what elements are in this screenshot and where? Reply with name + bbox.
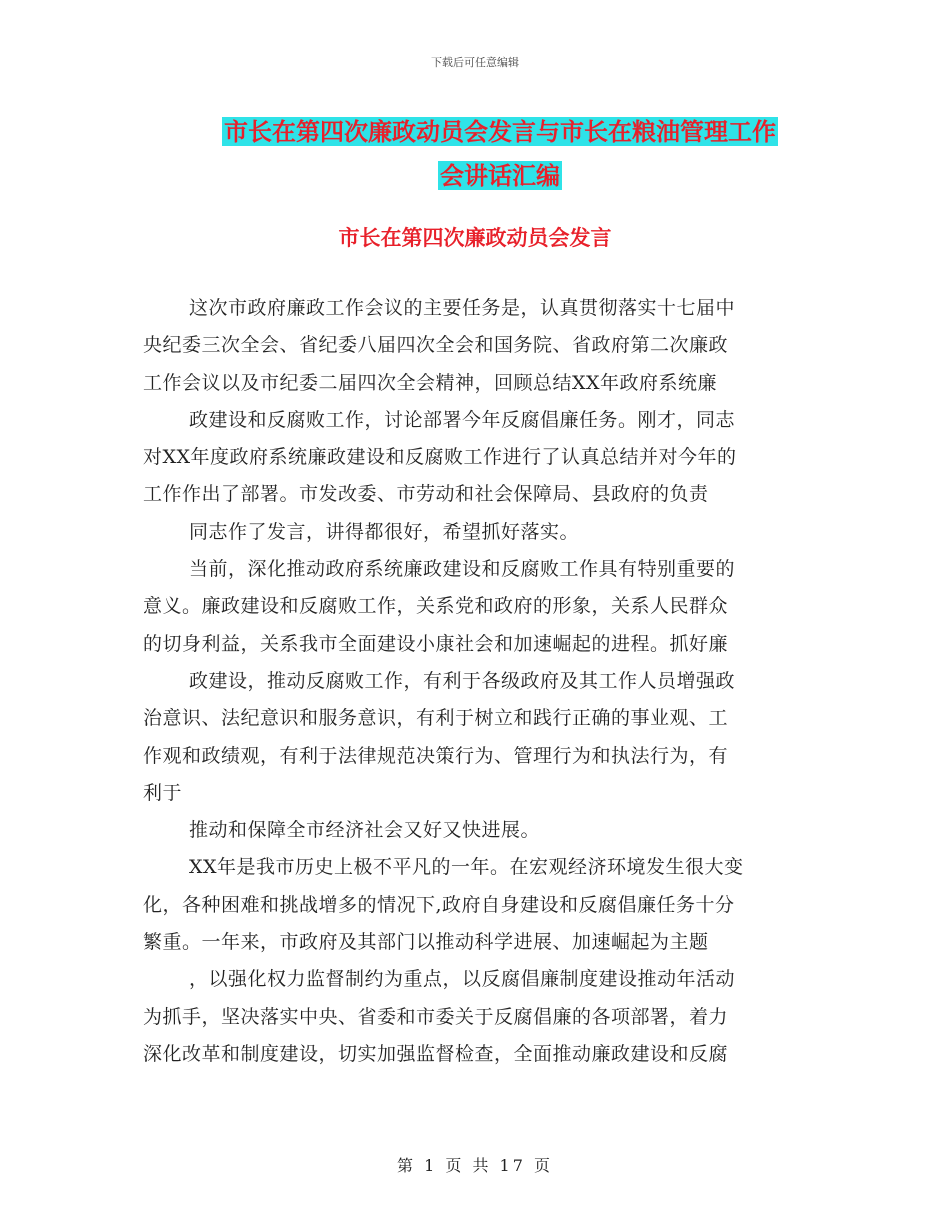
document-title-line-1: 市长在第四次廉政动员会发言与市长在粮油管理工作 (224, 117, 776, 146)
text-line: 政建设，推动反腐败工作，有利于各级政府及其工作人员增强政 (189, 669, 736, 692)
text-line: 政建设和反腐败工作，讨论部署今年反腐倡廉任务。刚才，同志 (189, 408, 736, 431)
text-line: 意义。廉政建设和反腐败工作，关系党和政府的形象，关系人民群众 (143, 595, 729, 618)
text-line: 这次市政府廉政工作会议的主要任务是，认真贯彻落实十七届中 (189, 297, 736, 319)
text-line: 化，各种困难和挑战增多的情况下,政府自身建设和反腐倡廉任务十分 (143, 893, 735, 916)
text-line: 治意识、法纪意识和服务意识，有利于树立和践行正确的事业观、工 (143, 707, 729, 730)
text-line: 推动和保障全市经济社会又好又快进展。 (189, 819, 541, 842)
text-line: 当前，深化推动政府系统廉政建设和反腐败工作具有特别重要的 (189, 558, 736, 581)
text-line: 繁重。一年来，市政府及其部门以推动科学进展、加速崛起为主题 (143, 931, 709, 954)
text-line: 的切身利益，关系我市全面建设小康社会和加速崛起的进程。抓好廉 (143, 632, 729, 655)
text-line: 工作会议以及市纪委二届四次全会精神，回顾总结XX年政府系统廉 (143, 371, 718, 394)
text-line: XX年是我市历史上极不平凡的一年。在宏观经济环境发生很大变 (189, 856, 744, 879)
text-line: 作观和政绩观，有利于法律规范决策行为、管理行为和执法行为，有 (143, 744, 729, 767)
page-footer: 第 1 页 共 17 页 (397, 1156, 553, 1175)
text-line: 同志作了发言，讲得都很好，希望抓好落实。 (189, 520, 580, 543)
section-subtitle: 市长在第四次廉政动员会发言 (338, 225, 612, 250)
text-line: 为抓手，坚决落实中央、省委和市委关于反腐倡廉的各项部署，着力 (143, 1005, 729, 1028)
text-line: 对XX年度政府系统廉政建设和反腐败工作进行了认真总结并对今年的 (143, 446, 737, 469)
document-title-line-2: 会讲话汇编 (440, 161, 560, 190)
text-line: 工作作出了部署。市发改委、市劳动和社会保障局、县政府的负责 (143, 483, 709, 506)
text-line: ，以强化权力监督制约为重点，以反腐倡廉制度建设推动年活动 (189, 968, 736, 991)
header-note: 下载后可任意编辑 (431, 56, 519, 69)
body-text (143, 290, 803, 1073)
text-line: 深化改革和制度建设，切实加强监督检查，全面推动廉政建设和反腐 (143, 1042, 729, 1065)
text-line: 利于 (143, 781, 183, 804)
text-line: 央纪委三次全会、省纪委八届四次全会和国务院、省政府第二次廉政 (143, 334, 729, 357)
